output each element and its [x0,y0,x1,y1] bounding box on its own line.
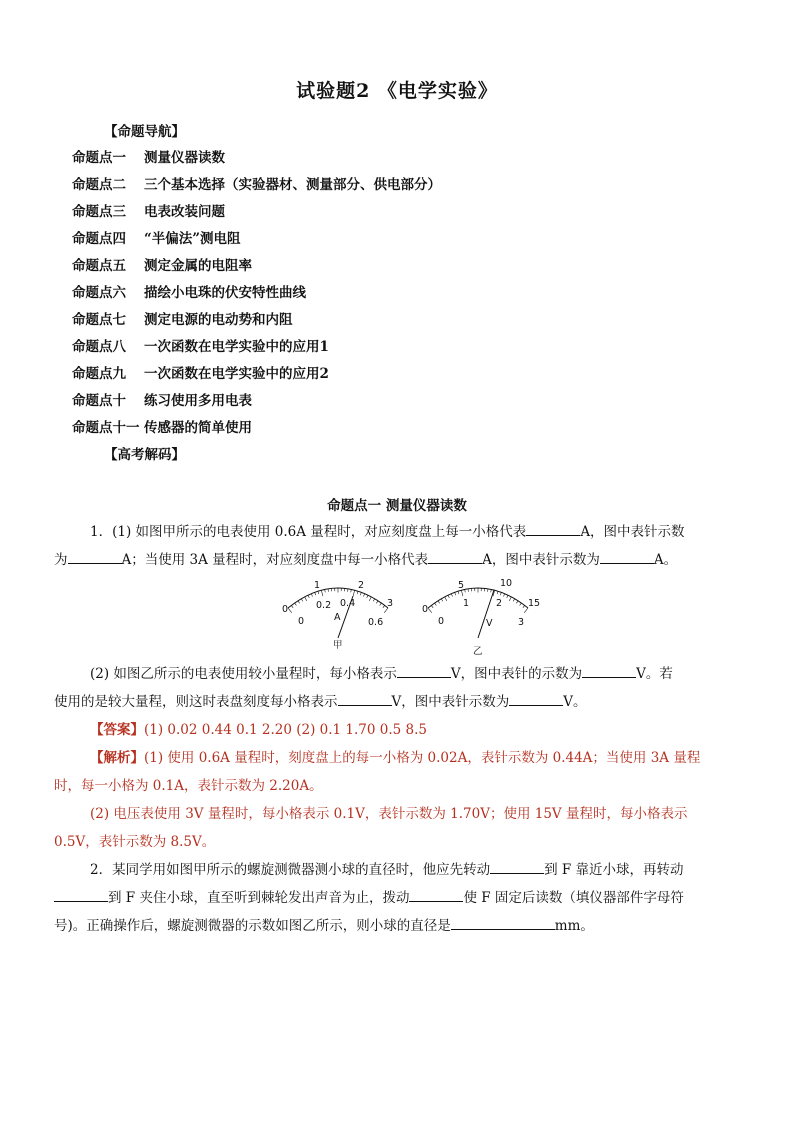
ammeter-upper-label: 2 [358,580,365,591]
dial-tick [458,591,459,594]
ammeter-lower-label: 0.2 [316,600,332,611]
dial-tick [428,608,432,613]
answer-blank[interactable] [490,859,544,874]
ammeter-unit: A [334,612,341,623]
toc-item: 命题点十 练习使用多用电表 [72,393,252,409]
ammeter-dial [282,580,393,651]
dial-tick [301,599,303,602]
dial-tick [441,599,443,602]
dial-tick [373,599,375,602]
dial-tick [451,594,452,597]
dial-tick [291,605,293,607]
dial-tick [367,595,368,598]
dial-tick [516,601,518,604]
dial-tick [520,603,522,605]
analysis-block: 【解析】(1) 使用 0.6A 量程时，刻度盘上的每一小格为 0.02A，表针示数为 0.44A；当使用 3A 量程 时，每一小格为 0.1A，表针示数为 2.20A。 [54,750,701,794]
dial-tick [376,601,378,604]
dial-tick [455,592,456,595]
dial-tick [503,594,504,597]
voltmeter-lower-label: 0 [438,616,445,627]
decode-heading: 【高考解码】 [104,447,185,463]
toc-item: 命题点九 一次函数在电学实验中的应用2 [72,366,329,382]
dial-tick [351,589,352,592]
section-title: 命题点一 测量仪器读数 [327,498,467,514]
analysis-block-2: (2) 电压表使用 3V 量程时，每小格表示 0.1V，表针示数为 1.70V；使用 15V 量程时，每小格表示 0.5V，表针示数为 8.5V。 [54,806,688,850]
ammeter-lower-label: 0.6 [368,617,384,628]
dial-tick [318,591,319,594]
toc-item: 命题点二 三个基本选择（实验器材、测量部分、供电部分） [72,177,441,193]
question-1-part-2: (2) 如图乙所示的电表使用较小量程时，每小格表示 V，图中表针的示数为 V。若 使用的是较大量程，则这时表盘刻度每小格表示 V，图中表针示数为 V。 [72,660,724,716]
dial-tick [500,592,501,595]
answer-block [72,716,724,744]
ammeter-upper-label: 1 [314,580,321,591]
voltmeter-lower-label: 3 [518,617,525,628]
answer-blank[interactable] [409,887,463,902]
answer-blank[interactable] [526,521,580,536]
question-1-part-1: 1．(1) 如图甲所示的电表使用 0.6A 量程时，对应刻度盘上每一小格代表 A，图中表针示数 为 A；当使用 3A 量程时，对应刻度盘中每一小格代表 A，图中表针示数为 A。 [72,518,724,574]
dial-tick [298,601,300,604]
voltmeter-dial [422,578,540,657]
answer-text: (1) 0.02 0.44 0.1 2.20 (2) 0.1 1.70 0.5 8.5 [144,722,427,738]
dial-tick [325,589,326,592]
ammeter-upper-label: 0 [282,604,289,615]
toc-item: 命题点一 测量仪器读数 [72,150,225,166]
dial-tick [321,590,323,596]
dial-tick [383,605,385,607]
dial-tick [311,594,312,597]
answer-blank[interactable] [338,691,392,706]
voltmeter-needle [478,590,494,638]
toc-item: 命题点十一 传感器的简单使用 [72,420,252,436]
ammeter-lower-label: 0 [298,616,305,627]
dial-tick [491,589,492,592]
answer-blank[interactable] [428,549,482,564]
answer-blank[interactable] [68,549,122,564]
dial-tick [305,597,307,601]
question-2: 2．某同学用如图甲所示的螺旋测微器测小球的直径时，他应先转动 到 F 靠近小球，再转动 到 F 夹住小球，直至听到棘轮发出声音为止，拨动 使 F 固定后读数（填仪器部件字母符 号)。正确操作后，螺旋测微器的示数如图乙所示，则小球的直径是 mm。 [72,856,724,940]
voltmeter-upper-label: 5 [458,580,465,591]
dial-tick [295,603,297,605]
toc-item: 命题点五 测定金属的电阻率 [72,258,252,274]
nav-heading: 【命题导航】 [104,124,185,140]
dial-tick [369,597,371,601]
voltmeter-lower-label: 2 [496,598,503,609]
analysis-tag: 【解析】 [90,750,144,766]
answer-blank[interactable] [54,887,108,902]
dial-tick [448,595,449,598]
dial-tick [308,595,309,598]
ammeter-lower-label: 0.4 [340,598,356,609]
dial-tick [465,589,466,592]
dial-tick [435,603,437,605]
dial-tick [509,597,511,601]
answer-blank[interactable] [509,691,563,706]
voltmeter-caption: 乙 [473,646,483,657]
dial-tick [363,594,364,597]
dial-tick [288,608,292,613]
answer-blank[interactable] [397,663,451,678]
voltmeter-lower-label: 1 [463,598,470,609]
dial-tick [360,592,361,595]
dial-tick [315,592,316,595]
voltmeter-upper-label: 10 [500,578,513,589]
answer-blank[interactable] [582,663,636,678]
dial-tick [523,605,525,607]
toc-item: 命题点四 “半偏法”测电阻 [72,231,241,247]
dial-tick [353,590,355,596]
dial-tick [357,591,358,594]
toc-item: 命题点六 描绘小电珠的伏安特性曲线 [72,285,306,301]
answer-blank[interactable] [600,549,654,564]
dial-tick [431,605,433,607]
page-title: 试验题2 《电学实验》 [296,80,498,102]
dial-tick [497,591,498,594]
dial-tick [507,595,508,598]
dial-tick [513,599,515,602]
voltmeter-unit: V [486,618,493,629]
voltmeter-upper-label: 15 [528,598,541,609]
dial-tick [445,597,447,601]
dial-tick [438,601,440,604]
toc-item: 命题点八 一次函数在电学实验中的应用1 [72,339,329,355]
meter-figure [270,574,560,664]
toc-item: 命题点七 测定电源的电动势和内阻 [72,312,293,328]
ammeter-upper-label: 3 [387,598,394,609]
toc-item: 命题点三 电表改装问题 [72,204,225,220]
answer-tag: 【答案】 [90,722,144,738]
voltmeter-upper-label: 0 [422,604,429,615]
dial-tick [461,590,463,596]
answer-blank[interactable] [451,915,555,930]
dial-tick [380,603,382,605]
ammeter-caption: 甲 [333,640,343,651]
